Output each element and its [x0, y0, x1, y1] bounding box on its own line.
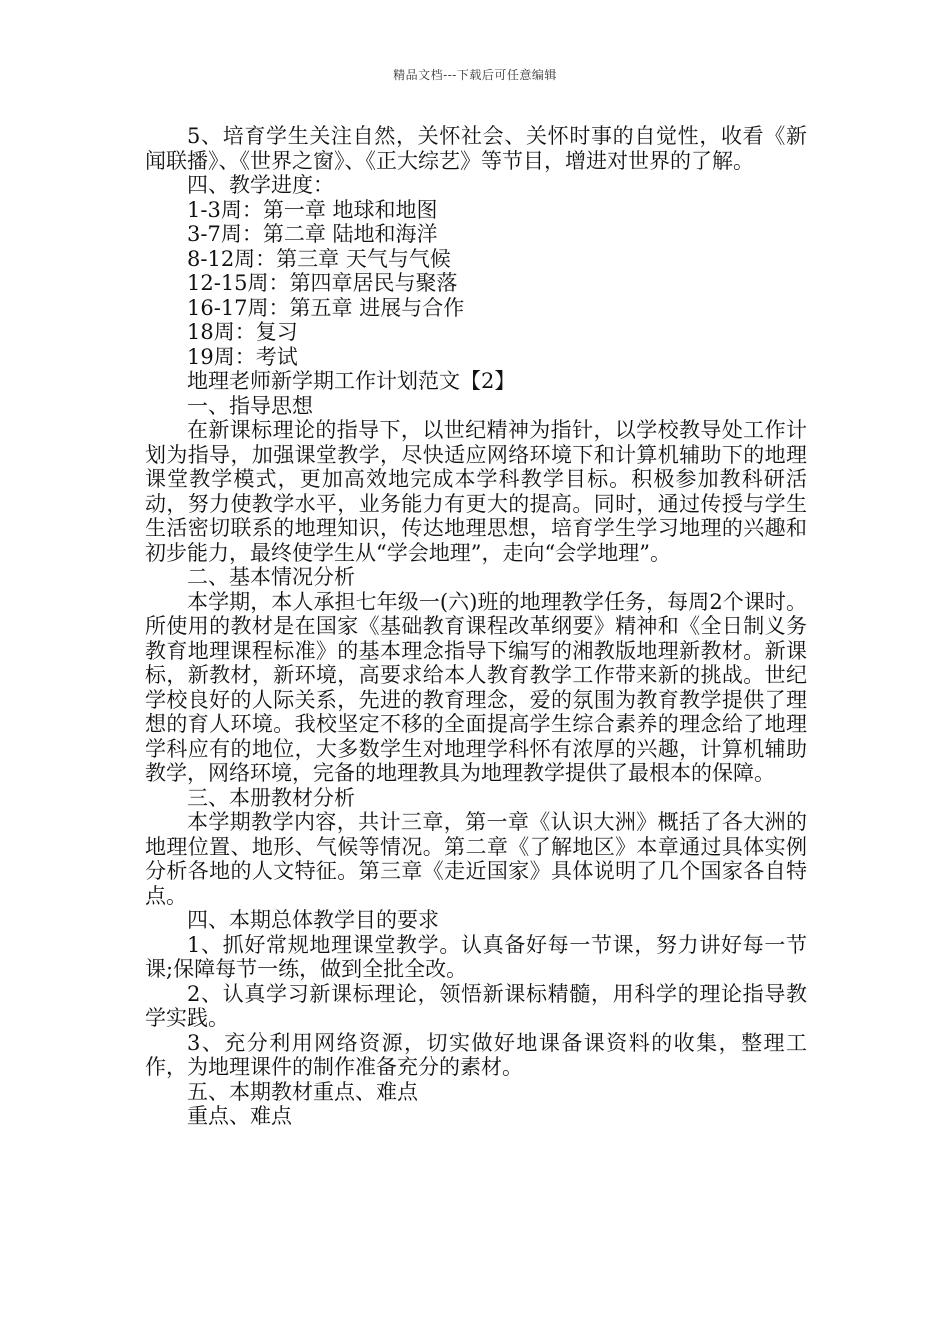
paragraph-guiding-thought: 在新课标理论的指导下，以世纪精神为指针，以学校教导处工作计划为指导，加强课堂教学，尽快适应网络环境下和计算机辅助下的地理课堂教学模式，更加高效地完成本学科教学目标。积极参加教科研活动，努力使教学水平，业务能力有更大的提高。同时，通过传授与学生生活密切联系的地理知识，传达地理思想，培育学生学习地理的兴趣和初步能力，最终使学生从“学会地理”，走向“会学地理”。 — [145, 418, 807, 565]
goal-item: 3、充分利用网络资源，切实做好地课备课资料的收集，整理工作，为地理课件的制作准备充分的素材。 — [145, 1030, 807, 1079]
goal-item: 1、抓好常规地理课堂教学。认真备好每一节课，努力讲好每一节课;保障每节一练，做到全批全改。 — [145, 932, 807, 981]
goal-item: 2、认真学习新课标理论，领悟新课标精髓，用科学的理论指导教学实践。 — [145, 981, 807, 1030]
paragraph-textbook-analysis: 本学期教学内容，共计三章，第一章《认识大洲》概括了各大洲的地理位置、地形、气候等情况。第二章《了解地区》本章通过具体实例分析各地的人文特征。第三章《走近国家》具体说明了几个国家各自特点。 — [145, 810, 807, 908]
schedule-item: 12-15周：第四章居民与聚落 — [187, 271, 458, 295]
heading-key-points: 五、本期教材重点、难点 — [187, 1079, 418, 1104]
paragraph-item-5-goal: 5、培育学生关注自然，关怀社会、关怀时事的自觉性，收看《新闻联播》、《世界之窗》、《正大综艺》等节目，增进对世界的了解。 — [145, 124, 807, 173]
section-title-plan-2: 地理老师新学期工作计划范文【2】 — [187, 369, 516, 393]
heading-situation-analysis: 二、基本情况分析 — [187, 565, 355, 589]
document-body — [145, 124, 807, 1129]
heading-textbook-analysis: 三、本册教材分析 — [187, 785, 355, 810]
subheading-key-points: 重点、难点 — [187, 1104, 292, 1128]
page-header: 精品文档---下载后可任意编辑 — [393, 68, 557, 82]
heading-teaching-goals: 四、本期总体教学目的要求 — [187, 908, 439, 932]
heading-teaching-schedule: 四、教学进度： — [187, 173, 334, 197]
schedule-item: 16-17周：第五章 进展与合作 — [187, 295, 465, 320]
schedule-item: 18周：复习 — [187, 320, 298, 344]
schedule-item: 8-12周：第三章 天气与气候 — [187, 246, 451, 271]
heading-guiding-thought: 一、指导思想 — [187, 393, 313, 418]
schedule-item: 19周：考试 — [187, 344, 298, 369]
schedule-item: 3-7周：第二章 陆地和海洋 — [187, 222, 438, 246]
schedule-item: 1-3周：第一章 地球和地图 — [187, 197, 438, 222]
paragraph-situation-analysis: 本学期，本人承担七年级一(六)班的地理教学任务，每周2个课时。所使用的教材是在国家《基础教育课程改革纲要》精神和《全日制义务教育地理课程标准》的基本理念指导下编写的湘教版地理新教材。新课标，新教材，新环境，高要求给本人教育教学工作带来新的挑战。世纪学校良好的人际关系，先进的教育理念，爱的氛围为教育教学提供了理想的育人环境。我校坚定不移的全面提高学生综合素养的理念给了地理学科应有的地位，大多数学生对地理学科怀有浓厚的兴趣，计算机辅助教学，网络环境，完备的地理教具为地理教学提供了最根本的保障。 — [145, 589, 807, 785]
